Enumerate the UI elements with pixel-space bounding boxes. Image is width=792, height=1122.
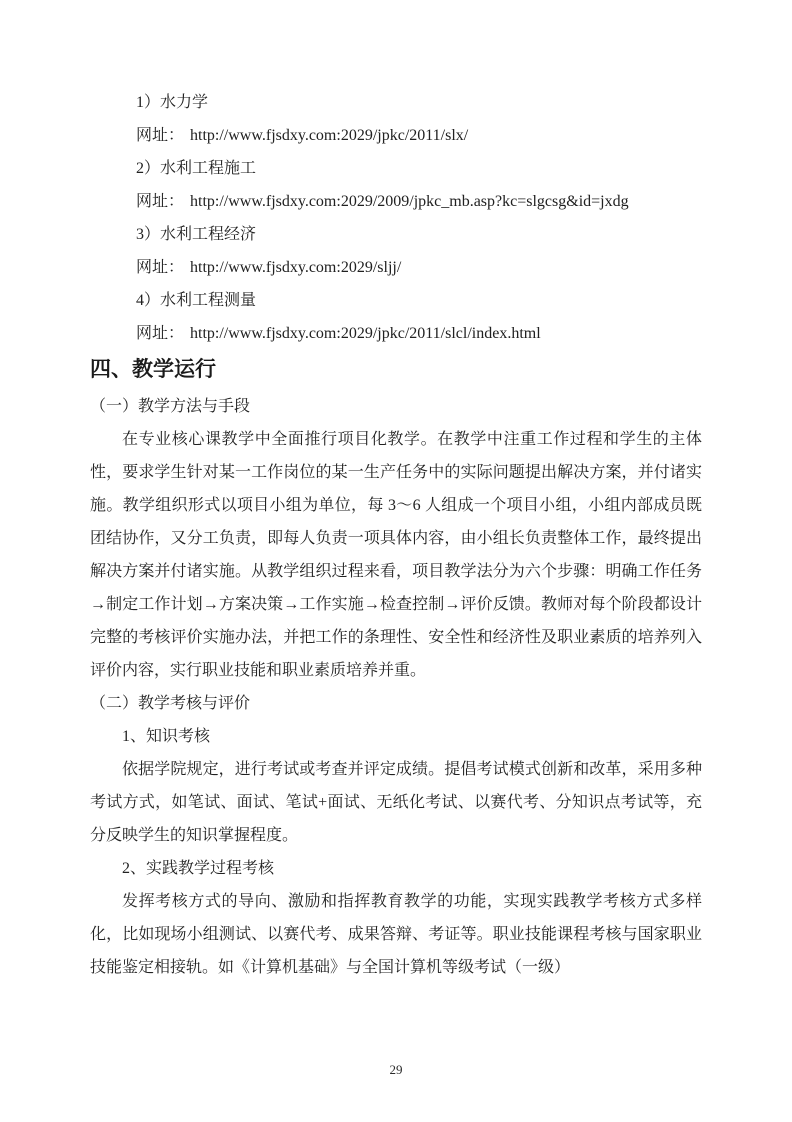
url-label: 网址：: [136, 259, 185, 276]
course-link-name: 2）水利工程施工: [136, 160, 257, 177]
course-link-list: [90, 86, 702, 350]
numbered-title-practice-assessment: 2、实践教学过程考核: [122, 860, 275, 877]
page-number: 29: [389, 1062, 403, 1077]
course-link-name: 1）水力学: [136, 94, 209, 111]
url-label: 网址：: [136, 325, 185, 342]
paragraph-practice-assessment: 发挥考核方式的导向、激励和指挥教育教学的功能，实现实践教学考核方式多样化，比如现场小组测试、以赛代考、成果答辩、考证等。职业技能课程考核与国家职业技能鉴定相接轨。如《计算机基础》与全国计算机等级考试（一级）: [90, 893, 702, 976]
course-link-url-line: [90, 251, 702, 284]
subsection-title-2: （二）教学考核与评价: [90, 695, 251, 712]
paragraph-teaching-methods: 在专业核心课教学中全面推行项目化教学。在教学中注重工作过程和学生的主体性，要求学生针对某一工作岗位的某一生产任务中的实际问题提出解决方案，并付诸实施。教学组织形式以项目小组为单位，每 3～6 人组成一个项目小组，小组内部成员既团结协作，又分工负责，即每人负责一项具体内容，由小组长负责整体工作，最终提出解决方案并付诸实施。从教学组织过程来看，项目教学法分为六个步骤：明确工作任务→制定工作计划→方案决策→工作实施→检查控制→评价反馈。教师对每个阶段都设计完整的考核评价实施办法，并把工作的条理性、安全性和经济性及职业素质的培养列入评价内容，实行职业技能和职业素质培养并重。: [90, 431, 702, 679]
numbered-title-knowledge-assessment: 1、知识考核: [122, 728, 211, 745]
course-link-url: http://www.fjsdxy.com:2029/jpkc/2011/slcl/index.html: [190, 325, 541, 342]
course-link-url: http://www.fjsdxy.com:2029/2009/jpkc_mb.asp?kc=slgcsg&id=jxdg: [190, 193, 629, 210]
course-link-url-line: [90, 119, 702, 152]
section-heading: 四、教学运行: [90, 358, 216, 381]
course-link-name: 3）水利工程经济: [136, 226, 257, 243]
course-link-url-line: [90, 317, 702, 350]
subsection-title-1: （一）教学方法与手段: [90, 398, 251, 415]
url-label: 网址：: [136, 127, 185, 144]
paragraph-knowledge-assessment: 依据学院规定，进行考试或考查并评定成绩。提倡考试模式创新和改革，采用多种考试方式，如笔试、面试、笔试+面试、无纸化考试、以赛代考、分知识点考试等，充分反映学生的知识掌握程度。: [90, 761, 702, 844]
course-link-url-line: [90, 185, 702, 218]
course-link-name: 4）水利工程测量: [136, 292, 257, 309]
course-link-url: http://www.fjsdxy.com:2029/jpkc/2011/slx/: [190, 127, 469, 144]
url-label: 网址：: [136, 193, 185, 210]
course-link-url: http://www.fjsdxy.com:2029/sljj/: [190, 259, 402, 276]
